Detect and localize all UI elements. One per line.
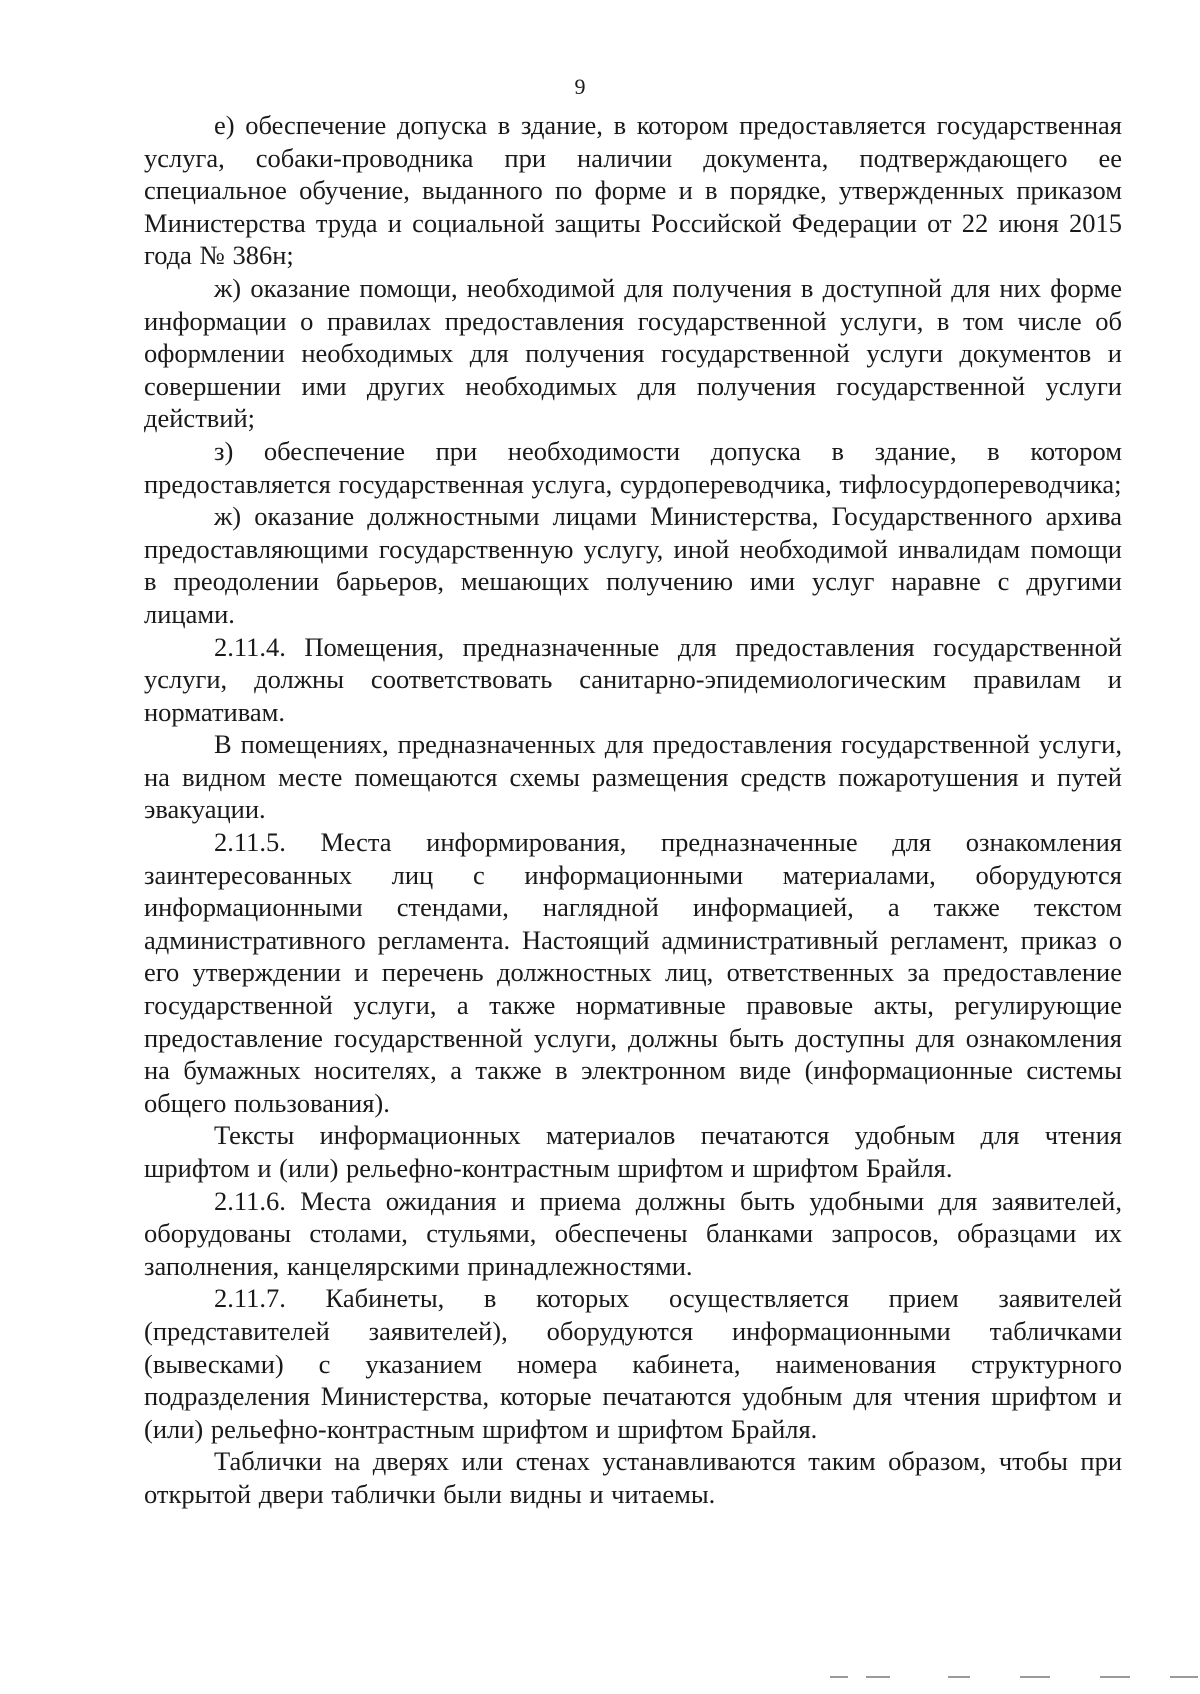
scan-mark	[830, 1676, 848, 1678]
paragraph-z: з) обеспечение при необходимости допуска в здание, в котором предоставляется государственная услуга, сурдопереводчика, тифлосурдопереводчика;	[144, 435, 1122, 499]
paragraph-2-11-6: 2.11.6. Места ожидания и приема должны быть удобными для заявителей, оборудованы столами, стульями, обеспечены бланками запросов, образцами их заполнения, канцелярскими принадлежностями.	[144, 1185, 1122, 1281]
paragraph-door-signs: Таблички на дверях или стенах устанавливаются таким образом, чтобы при открытой двери таблички были видны и читаемы.	[144, 1446, 1122, 1509]
document-body	[144, 109, 1122, 1511]
paragraph-zh: ж) оказание помощи, необходимой для получения в доступной для них форме информации о правилах предоставления государственной услуги, в том числе об оформлении необходимых для получения государственной услуги документов и совершении ими других необходимых для получения государственной услуги действий;	[144, 272, 1122, 434]
paragraph-zh-2: ж) оказание должностными лицами Министерства, Государственного архива предоставляющими государственную услугу, иной необходимой инвалидам помощи в преодолении барьеров, мешающих получению ими услуг наравне с другими лицами.	[144, 501, 1122, 629]
paragraph-braille-texts: Тексты информационных материалов печатаются удобным для чтения шрифтом и (или) рельефно-контрастным шрифтом и шрифтом Брайля.	[144, 1120, 1122, 1183]
paragraph-2-11-5: 2.11.5. Места информирования, предназначенные для ознакомления заинтересованных лиц с информационными материалами, оборудуются информационными стендами, наглядной информацией, а также текстом административного регламента. Настоящий административный регламент, приказ о его утверждении и перечень должностных лиц, ответственных за предоставление государственной услуги, а также нормативные правовые акты, регулирующие предоставление государственной услуги, должны быть доступны для ознакомления на бумажных носителях, а также в электронном виде (информационные системы общего пользования).	[144, 827, 1122, 1118]
page-number: 9	[574, 74, 586, 99]
scan-mark	[1170, 1676, 1198, 1678]
scan-mark	[1100, 1676, 1130, 1678]
paragraph-e: е) обеспечение допуска в здание, в котором предоставляется государственная услуга, собаки-проводника при наличии документа, подтверждающего ее специальное обучение, выданного по форме и в порядке, утвержденных приказом Министерства труда и социальной защиты Российской Федерации от 22 июня 2015 года № 386н;	[144, 110, 1122, 271]
paragraph-2-11-7: 2.11.7. Кабинеты, в которых осуществляется прием заявителей (представителей заявителей), оборудуются информационными табличками (вывесками) с указанием номера кабинета, наименования структурного подразделения Министерства, которые печатаются удобным для чтения шрифтом и (или) рельефно-контрастным шрифтом и шрифтом Брайля.	[144, 1283, 1122, 1444]
scan-mark	[866, 1676, 890, 1678]
paragraph-evacuation: В помещениях, предназначенных для предоставления государственной услуги, на видном месте помещаются схемы размещения средств пожаротушения и путей эвакуации.	[144, 729, 1122, 825]
scan-mark	[1020, 1676, 1050, 1678]
paragraph-2-11-4: 2.11.4. Помещения, предназначенные для предоставления государственной услуги, должны соответствовать санитарно-эпидемиологическим правилам и нормативам.	[144, 631, 1122, 727]
scan-mark	[948, 1676, 970, 1678]
scan-artifact	[830, 1676, 1200, 1682]
